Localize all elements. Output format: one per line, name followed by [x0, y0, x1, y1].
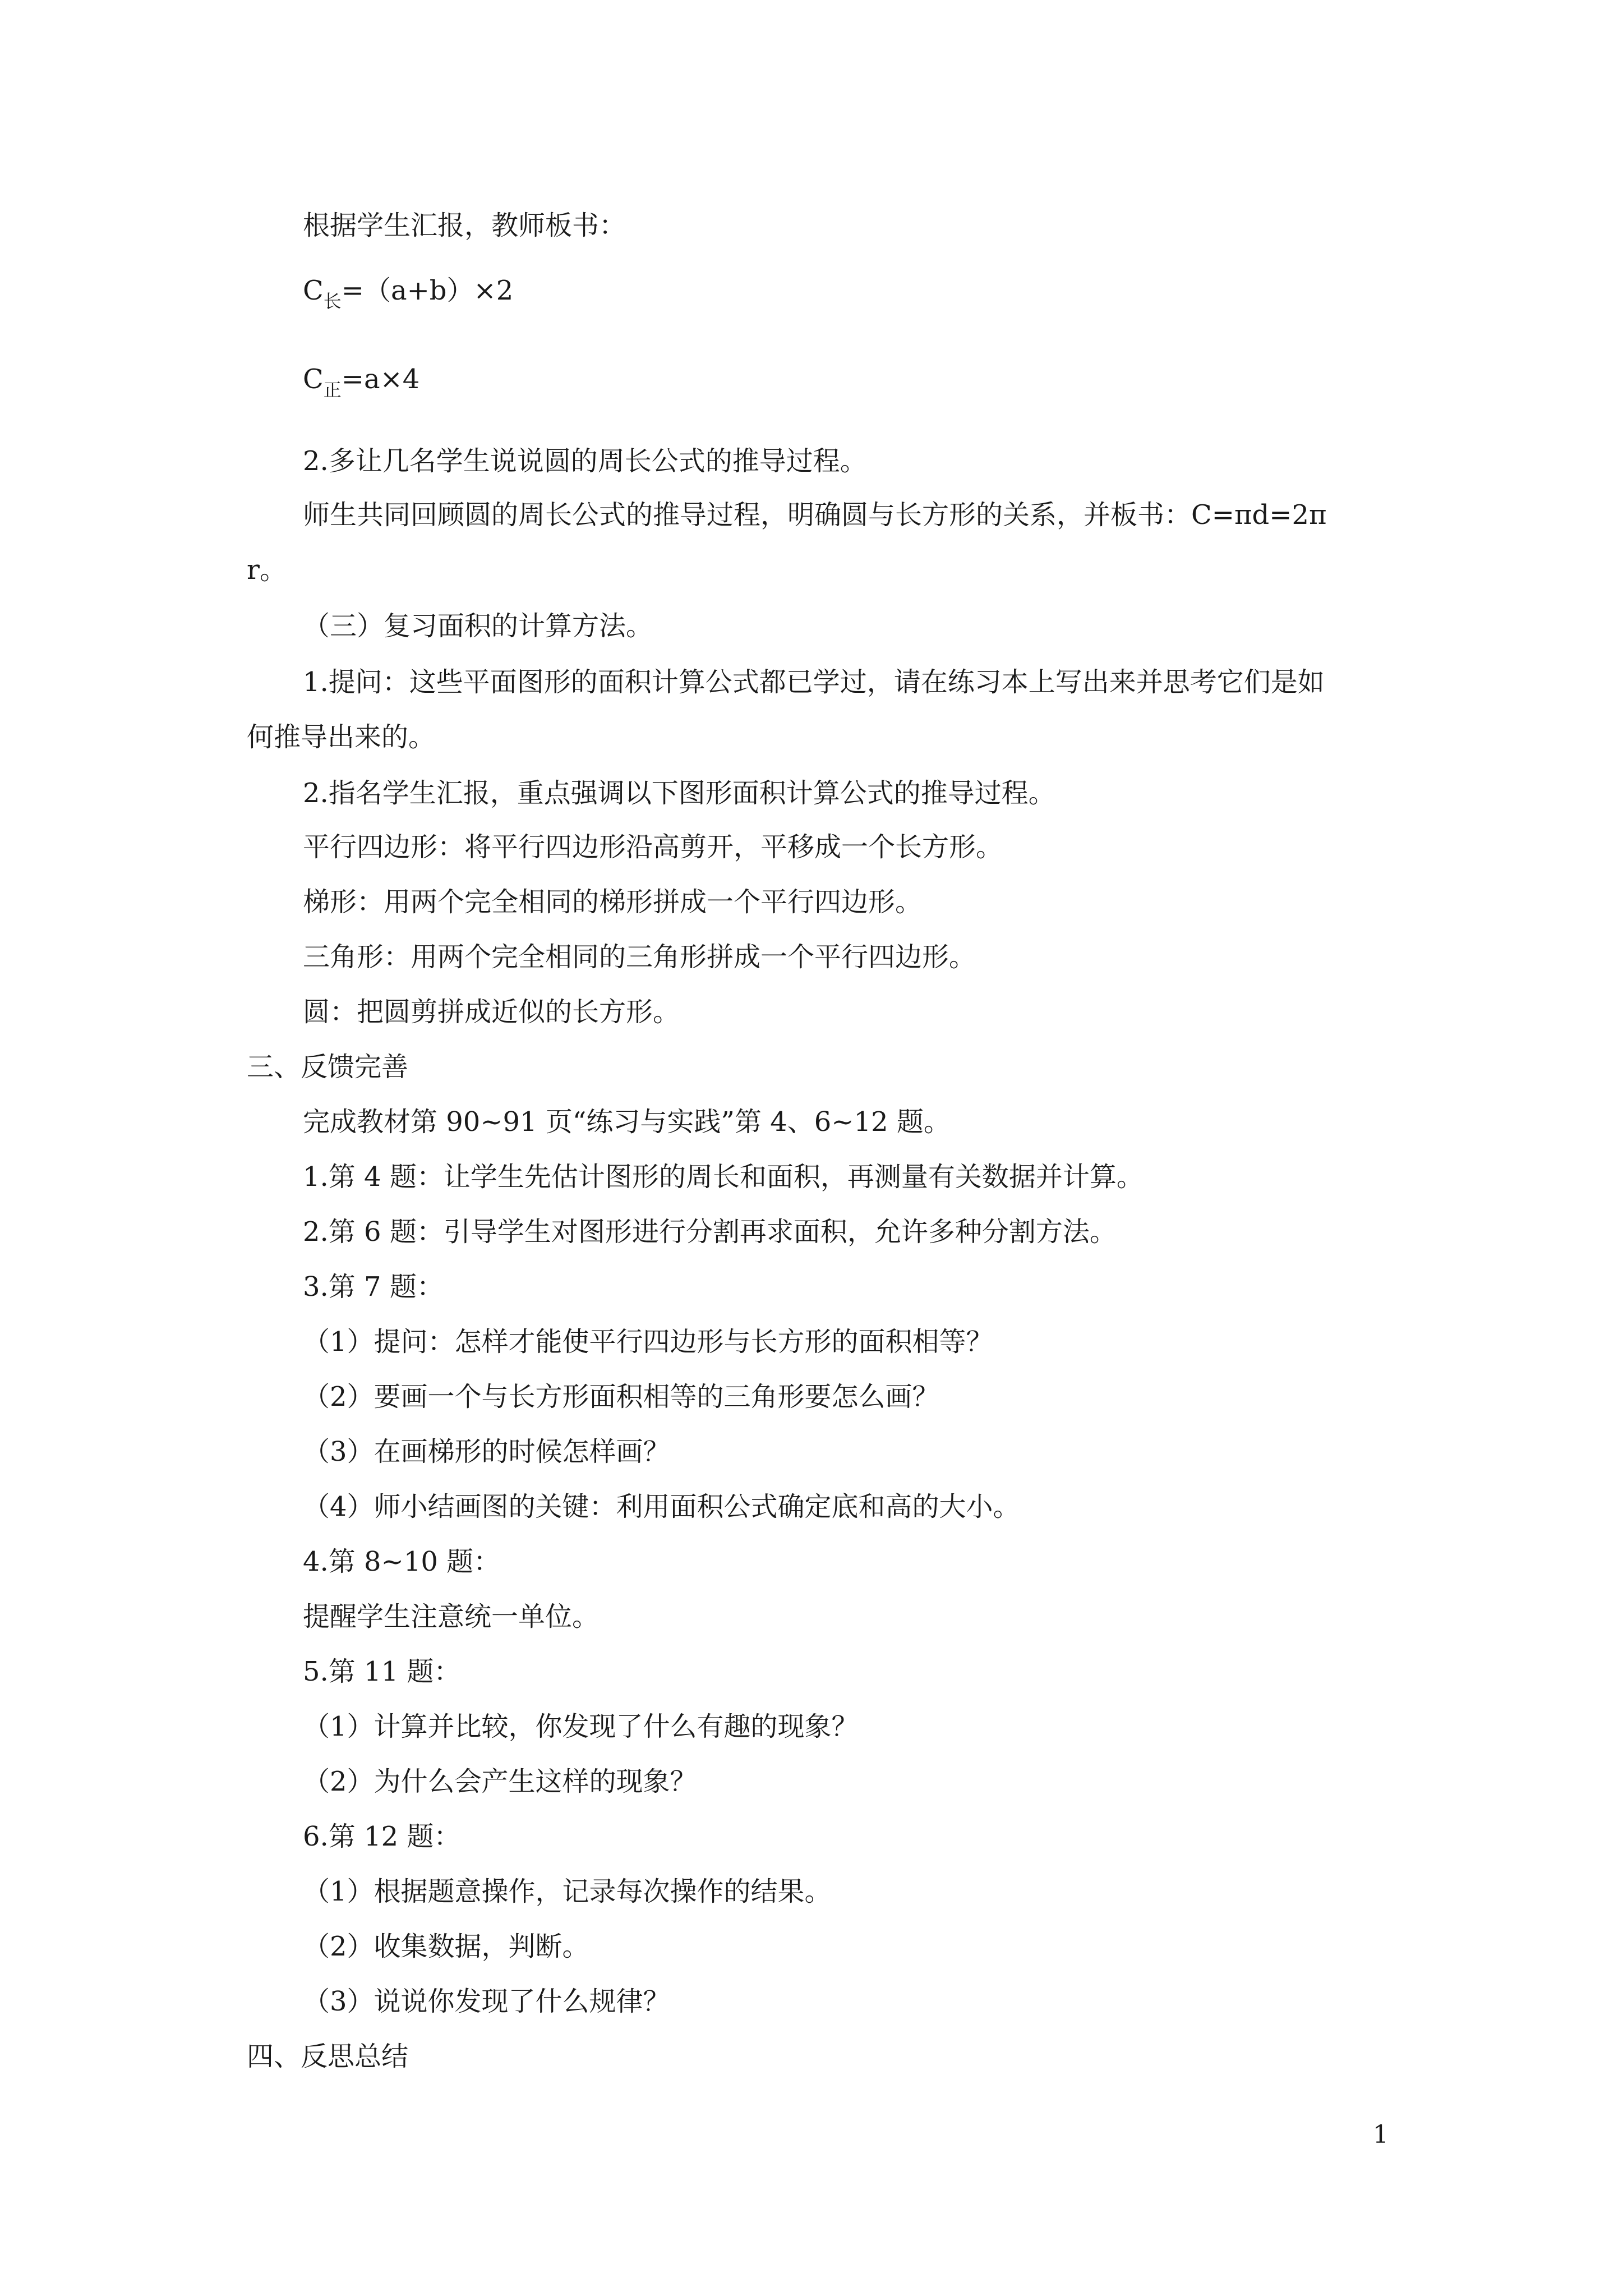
formula-expression: =a×4 [341, 364, 420, 395]
formula-expression: =（a+b）×2 [341, 275, 514, 306]
text-line: （三）复习面积的计算方法。 [303, 610, 653, 642]
text-line: 圆：把圆剪拼成近似的长方形。 [303, 996, 680, 1028]
text-line: （2）要画一个与长方形面积相等的三角形要怎么画？ [303, 1381, 939, 1412]
text-line: 4.第 8~10 题： [303, 1546, 501, 1577]
text-line: 三角形：用两个完全相同的三角形拼成一个平行四边形。 [303, 941, 976, 973]
section-heading: 四、反思总结 [247, 2041, 409, 2072]
text-line: 师生共同回顾圆的周长公式的推导过程，明确圆与长方形的关系，并板书：C=πd=2π [303, 499, 1327, 531]
text-line: 6.第 12 题： [303, 1821, 461, 1852]
text-line: 完成教材第 90~91 页“练习与实践”第 4、6~12 题。 [303, 1106, 951, 1138]
text-line: 1.第 4 题：让学生先估计图形的周长和面积，再测量有关数据并计算。 [303, 1161, 1144, 1193]
text-line: （3）说说你发现了什么规律？ [303, 1986, 670, 2017]
formula-rectangle-perimeter [303, 274, 513, 310]
formula-symbol: C [303, 275, 324, 306]
text-line: 5.第 11 题： [303, 1656, 461, 1687]
text-line: 根据学生汇报，教师板书： [303, 210, 626, 241]
text-line: （4）师小结画图的关键：利用面积公式确定底和高的大小。 [303, 1491, 1020, 1522]
text-line: 2.多让几名学生说说圆的周长公式的推导过程。 [303, 445, 867, 477]
formula-symbol: C [303, 364, 324, 395]
text-line: 平行四边形：将平行四边形沿高剪开，平移成一个长方形。 [303, 831, 1003, 863]
text-line: （3）在画梯形的时候怎样画？ [303, 1436, 670, 1467]
text-line: （1）根据题意操作，记录每次操作的结果。 [303, 1876, 832, 1907]
page-number: 1 [1373, 2120, 1389, 2149]
text-line: 2.指名学生汇报，重点强调以下图形面积计算公式的推导过程。 [303, 777, 1055, 809]
formula-subscript: 长 [323, 291, 342, 312]
text-line: （2）为什么会产生这样的现象？ [303, 1766, 697, 1797]
text-line: （1）计算并比较，你发现了什么有趣的现象？ [303, 1711, 859, 1742]
formula-square-perimeter [303, 362, 419, 399]
text-line: 1.提问：这些平面图形的面积计算公式都已学过，请在练习本上写出来并思考它们是如 [303, 666, 1325, 698]
text-line: 3.第 7 题： [303, 1271, 444, 1303]
section-heading: 三、反馈完善 [247, 1051, 409, 1083]
text-line: （2）收集数据，判断。 [303, 1931, 589, 1962]
text-line: r。 [247, 554, 287, 586]
text-line: 梯形：用两个完全相同的梯形拼成一个平行四边形。 [303, 886, 923, 918]
formula-subscript: 正 [323, 379, 342, 401]
text-line: 提醒学生注意统一单位。 [303, 1601, 600, 1632]
text-line: （1）提问：怎样才能使平行四边形与长方形的面积相等？ [303, 1326, 993, 1358]
text-line: 何推导出来的。 [247, 721, 436, 753]
text-line: 2.第 6 题：引导学生对图形进行分割再求面积，允许多种分割方法。 [303, 1216, 1117, 1248]
